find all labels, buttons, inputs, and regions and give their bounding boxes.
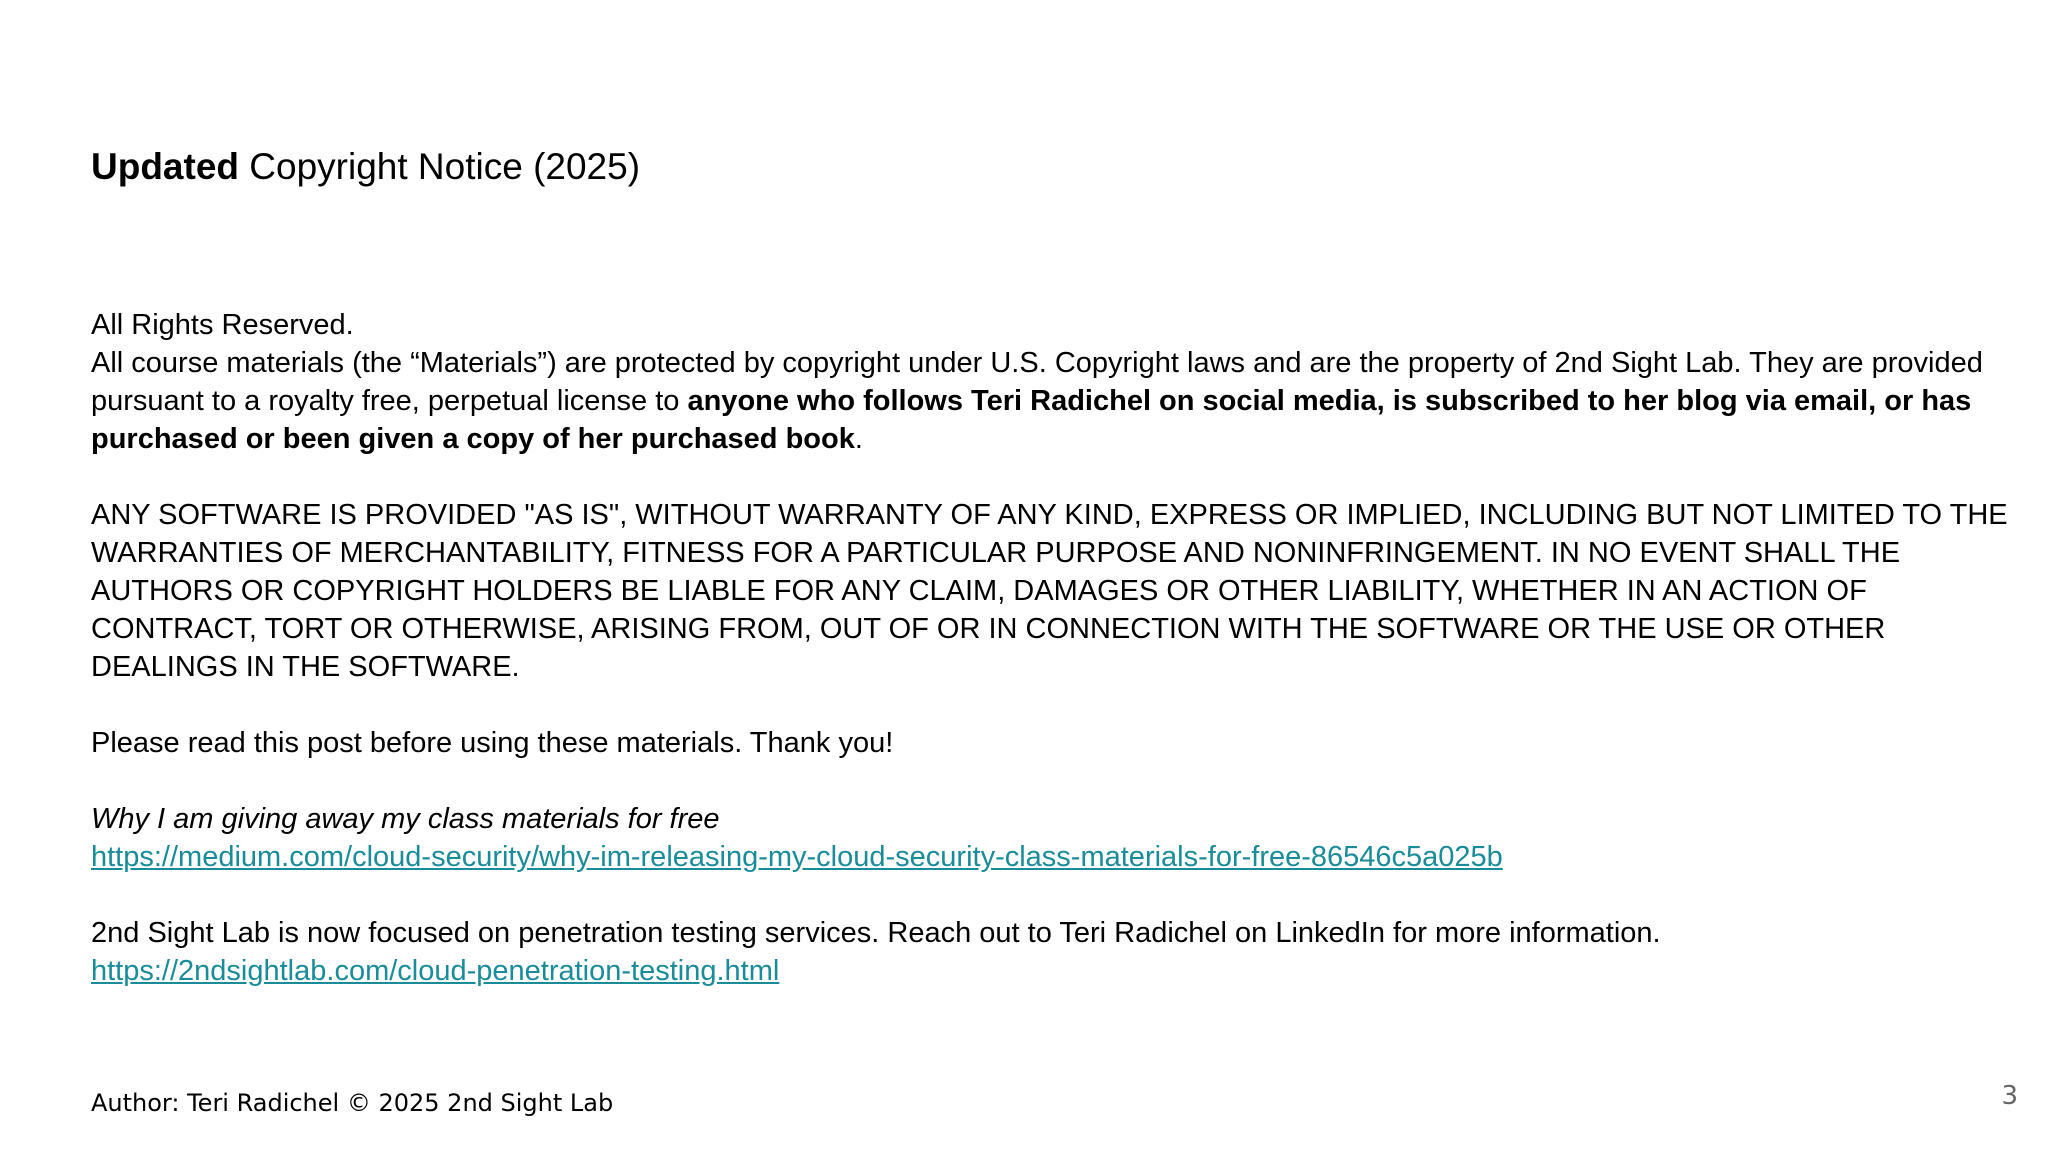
post-link-line <box>91 838 2011 876</box>
disclaimer-paragraph: ANY SOFTWARE IS PROVIDED "AS IS", WITHOUT WARRANTY OF ANY KIND, EXPRESS OR IMPLIED, INCLUDING BUT NOT LIMITED TO THE WARRANTIES OF MERCHANTABILITY, FITNESS FOR A PARTICULAR PURPOSE AND NONINFRINGEMENT. IN NO EVENT SHALL THE AUTHORS OR COPYRIGHT HOLDERS BE LIABLE FOR ANY CLAIM, DAMAGES OR OTHER LIABILITY, WHETHER IN AN ACTION OF CONTRACT, TORT OR OTHERWISE, ARISING FROM, OUT OF OR IN CONNECTION WITH THE SOFTWARE OR THE USE OR OTHER DEALINGS IN THE SOFTWARE. <box>91 499 2008 683</box>
post-title: Why I am giving away my class materials for free <box>91 803 720 835</box>
slide-title <box>91 143 640 191</box>
rights-reserved: All Rights Reserved. <box>91 309 354 341</box>
spacer <box>91 458 2011 496</box>
license-bold-text: anyone who follows Teri Radichel on social media, is subscribed to her blog via email, or has purchased or been given a copy of her purchased book <box>91 385 1972 455</box>
pentest-link[interactable]: https://2ndsightlab.com/cloud-penetration-testing.html <box>91 955 780 987</box>
author-footer: Author: Teri Radichel © 2025 2nd Sight Lab <box>91 1089 614 1117</box>
license-end: . <box>854 423 863 455</box>
spacer <box>91 762 2011 800</box>
spacer <box>91 686 2011 724</box>
license-paragraph <box>91 344 2011 458</box>
pentest-link-line <box>91 952 2011 990</box>
slide-body <box>91 306 2011 990</box>
post-link[interactable]: https://medium.com/cloud-security/why-im-releasing-my-cloud-security-class-materials-for-free-86546c5a025b <box>91 841 1503 873</box>
title-bold: Updated <box>91 146 239 187</box>
spacer <box>91 876 2011 914</box>
page-number: 3 <box>2001 1081 2018 1111</box>
pentest-text: 2nd Sight Lab is now focused on penetration testing services. Reach out to Teri Radichel on LinkedIn for more information. <box>91 917 1661 949</box>
license-text: All course materials (the “Materials”) are protected by copyright under U.S. Copyright laws and are the property of 2nd Sight Lab. They are provided pursuant to a royalty free, perpetual license to <box>91 347 1983 417</box>
please-read-text: Please read this post before using these materials. Thank you! <box>91 727 894 759</box>
title-rest: Copyright Notice (2025) <box>239 146 641 187</box>
